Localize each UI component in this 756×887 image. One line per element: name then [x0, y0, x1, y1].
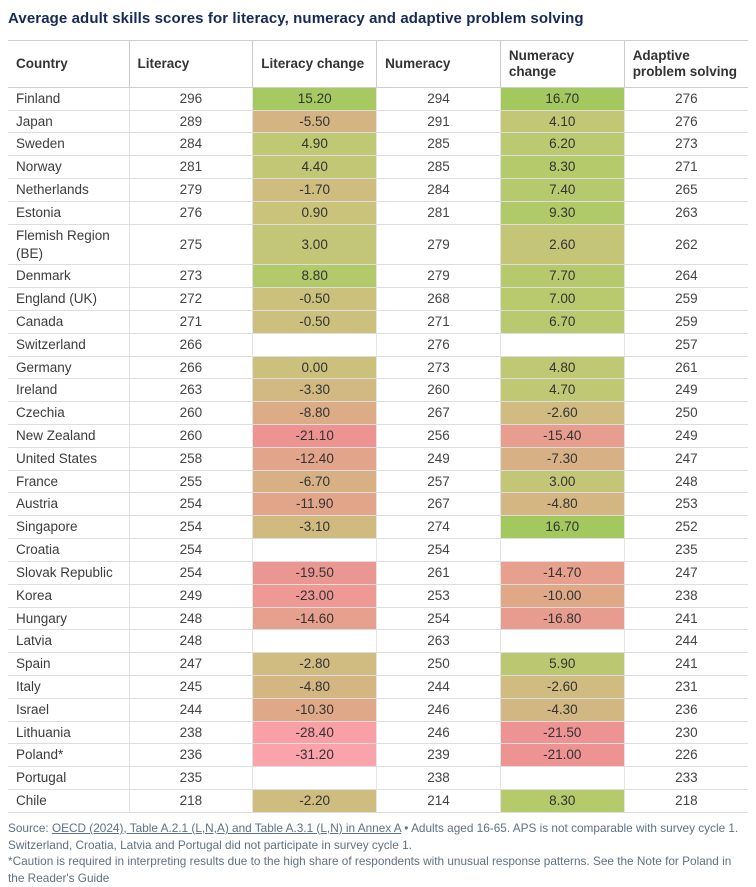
country-cell: Norway	[8, 156, 129, 179]
literacy-change-cell: -23.00	[253, 584, 377, 607]
literacy-cell: 263	[129, 379, 253, 402]
numeracy-cell: 274	[377, 516, 501, 539]
numeracy-cell: 244	[377, 675, 501, 698]
table-row	[8, 201, 748, 224]
literacy-change-cell: -11.90	[253, 493, 377, 516]
literacy-cell: 254	[129, 561, 253, 584]
numeracy-change-cell: 7.70	[500, 265, 624, 288]
literacy-cell: 235	[129, 767, 253, 790]
aps-cell: 231	[624, 675, 748, 698]
table-row	[8, 265, 748, 288]
numeracy-cell: 284	[377, 179, 501, 202]
literacy-change-cell	[253, 539, 377, 562]
country-cell: Spain	[8, 653, 129, 676]
country-cell: Chile	[8, 790, 129, 813]
country-cell: Canada	[8, 310, 129, 333]
literacy-cell: 275	[129, 224, 253, 265]
numeracy-cell: 271	[377, 310, 501, 333]
literacy-change-cell: -4.80	[253, 675, 377, 698]
numeracy-change-cell: 5.90	[500, 653, 624, 676]
numeracy-change-cell: -2.60	[500, 402, 624, 425]
literacy-cell: 266	[129, 356, 253, 379]
numeracy-cell: 263	[377, 630, 501, 653]
table-row	[8, 156, 748, 179]
aps-cell: 263	[624, 201, 748, 224]
aps-cell: 238	[624, 584, 748, 607]
aps-cell: 264	[624, 265, 748, 288]
literacy-change-cell: -2.20	[253, 790, 377, 813]
numeracy-cell: 268	[377, 288, 501, 311]
table-row	[8, 516, 748, 539]
literacy-change-cell: -12.40	[253, 447, 377, 470]
numeracy-cell: 267	[377, 493, 501, 516]
literacy-cell: 238	[129, 721, 253, 744]
aps-cell: 253	[624, 493, 748, 516]
literacy-change-cell: 15.20	[253, 87, 377, 110]
literacy-change-cell: 3.00	[253, 224, 377, 265]
aps-cell: 276	[624, 87, 748, 110]
country-cell: Czechia	[8, 402, 129, 425]
table-body	[8, 87, 748, 812]
country-cell: Portugal	[8, 767, 129, 790]
country-cell: Latvia	[8, 630, 129, 653]
table-row	[8, 767, 748, 790]
aps-cell: 248	[624, 470, 748, 493]
table-row	[8, 87, 748, 110]
table-row	[8, 675, 748, 698]
numeracy-change-cell: 6.70	[500, 310, 624, 333]
literacy-change-cell: -1.70	[253, 179, 377, 202]
literacy-change-cell: -14.60	[253, 607, 377, 630]
table-row	[8, 493, 748, 516]
country-cell: Switzerland	[8, 333, 129, 356]
table-row	[8, 744, 748, 767]
table-row	[8, 310, 748, 333]
table-row	[8, 402, 748, 425]
column-header-literacy: Literacy	[129, 41, 253, 88]
literacy-cell: 272	[129, 288, 253, 311]
literacy-change-cell	[253, 767, 377, 790]
numeracy-change-cell: 6.20	[500, 133, 624, 156]
country-cell: Hungary	[8, 607, 129, 630]
column-header-country: Country	[8, 41, 129, 88]
literacy-cell: 258	[129, 447, 253, 470]
table-row	[8, 224, 748, 265]
country-cell: United States	[8, 447, 129, 470]
numeracy-change-cell: 4.80	[500, 356, 624, 379]
numeracy-change-cell: -7.30	[500, 447, 624, 470]
numeracy-cell: 285	[377, 156, 501, 179]
literacy-change-cell: 8.80	[253, 265, 377, 288]
numeracy-cell: 260	[377, 379, 501, 402]
country-cell: Sweden	[8, 133, 129, 156]
numeracy-change-cell: 4.70	[500, 379, 624, 402]
numeracy-cell: 257	[377, 470, 501, 493]
aps-cell: 249	[624, 425, 748, 448]
table-row	[8, 470, 748, 493]
aps-cell: 230	[624, 721, 748, 744]
literacy-cell: 248	[129, 607, 253, 630]
numeracy-change-cell: -2.60	[500, 675, 624, 698]
source-link[interactable]: OECD (2024), Table A.2.1 (L,N,A) and Table A.3.1 (L,N) in Annex A	[51, 820, 402, 835]
source-rest: • Adults aged 16-65. APS is not comparable with survey cycle 1. Switzerland, Croatia, Latvia and Portugal did not participate in survey cycle 1.	[8, 820, 739, 852]
numeracy-cell: 291	[377, 110, 501, 133]
aps-cell: 241	[624, 607, 748, 630]
table-row	[8, 584, 748, 607]
literacy-cell: 249	[129, 584, 253, 607]
numeracy-change-cell: 7.40	[500, 179, 624, 202]
literacy-cell: 254	[129, 539, 253, 562]
aps-cell: 276	[624, 110, 748, 133]
aps-cell: 241	[624, 653, 748, 676]
source-note	[8, 820, 748, 854]
table-row	[8, 653, 748, 676]
aps-cell: 226	[624, 744, 748, 767]
numeracy-change-cell	[500, 767, 624, 790]
country-cell: France	[8, 470, 129, 493]
country-cell: England (UK)	[8, 288, 129, 311]
numeracy-change-cell: 7.00	[500, 288, 624, 311]
literacy-change-cell: -5.50	[253, 110, 377, 133]
literacy-change-cell: 0.00	[253, 356, 377, 379]
aps-cell: 235	[624, 539, 748, 562]
table-row	[8, 356, 748, 379]
column-header-adaptive-problem-solving: Adaptive problem solving	[624, 41, 748, 88]
aps-cell: 271	[624, 156, 748, 179]
literacy-change-cell: -19.50	[253, 561, 377, 584]
country-cell: Singapore	[8, 516, 129, 539]
aps-cell: 262	[624, 224, 748, 265]
numeracy-change-cell: -16.80	[500, 607, 624, 630]
header-row	[8, 41, 748, 88]
aps-cell: 250	[624, 402, 748, 425]
literacy-change-cell: -0.50	[253, 310, 377, 333]
numeracy-cell: 281	[377, 201, 501, 224]
literacy-change-cell: -10.30	[253, 698, 377, 721]
table-row	[8, 133, 748, 156]
aps-cell: 247	[624, 561, 748, 584]
numeracy-cell: 254	[377, 539, 501, 562]
aps-cell: 261	[624, 356, 748, 379]
literacy-change-cell: 4.40	[253, 156, 377, 179]
literacy-cell: 254	[129, 493, 253, 516]
country-cell: Netherlands	[8, 179, 129, 202]
numeracy-change-cell: 3.00	[500, 470, 624, 493]
literacy-cell: 248	[129, 630, 253, 653]
literacy-change-cell: -6.70	[253, 470, 377, 493]
literacy-cell: 266	[129, 333, 253, 356]
literacy-cell: 247	[129, 653, 253, 676]
numeracy-change-cell	[500, 333, 624, 356]
table-row	[8, 698, 748, 721]
numeracy-change-cell: 4.10	[500, 110, 624, 133]
numeracy-change-cell: -14.70	[500, 561, 624, 584]
table-row	[8, 607, 748, 630]
table-row	[8, 630, 748, 653]
numeracy-cell: 261	[377, 561, 501, 584]
numeracy-change-cell: 8.30	[500, 156, 624, 179]
country-cell: Austria	[8, 493, 129, 516]
country-cell: Flemish Region (BE)	[8, 224, 129, 265]
table-row	[8, 379, 748, 402]
footer-notes	[8, 820, 748, 887]
literacy-change-cell: -2.80	[253, 653, 377, 676]
caution-note: *Caution is required in interpreting results due to the high share of respondents with unusual response patterns. See the Note for Poland in the Reader's Guide	[8, 854, 732, 886]
literacy-cell: 254	[129, 516, 253, 539]
country-cell: Lithuania	[8, 721, 129, 744]
aps-cell: 247	[624, 447, 748, 470]
numeracy-cell: 249	[377, 447, 501, 470]
numeracy-change-cell: -4.30	[500, 698, 624, 721]
country-cell: Finland	[8, 87, 129, 110]
aps-cell: 265	[624, 179, 748, 202]
numeracy-cell: 246	[377, 721, 501, 744]
numeracy-change-cell: 2.60	[500, 224, 624, 265]
numeracy-change-cell: 16.70	[500, 87, 624, 110]
country-cell: Ireland	[8, 379, 129, 402]
country-cell: Israel	[8, 698, 129, 721]
aps-cell: 218	[624, 790, 748, 813]
literacy-change-cell: -8.80	[253, 402, 377, 425]
literacy-change-cell: -3.10	[253, 516, 377, 539]
table-row	[8, 721, 748, 744]
literacy-cell: 284	[129, 133, 253, 156]
numeracy-change-cell: -21.50	[500, 721, 624, 744]
literacy-cell: 296	[129, 87, 253, 110]
country-cell: Denmark	[8, 265, 129, 288]
numeracy-change-cell: -4.80	[500, 493, 624, 516]
literacy-cell: 236	[129, 744, 253, 767]
aps-cell: 252	[624, 516, 748, 539]
literacy-change-cell	[253, 333, 377, 356]
numeracy-cell: 239	[377, 744, 501, 767]
numeracy-cell: 214	[377, 790, 501, 813]
country-cell: Poland*	[8, 744, 129, 767]
table-row	[8, 288, 748, 311]
numeracy-change-cell	[500, 630, 624, 653]
literacy-cell: 273	[129, 265, 253, 288]
country-cell: Germany	[8, 356, 129, 379]
numeracy-change-cell	[500, 539, 624, 562]
literacy-cell: 271	[129, 310, 253, 333]
literacy-change-cell: 0.90	[253, 201, 377, 224]
page-title: Average adult skills scores for literacy, numeracy and adaptive problem solving	[8, 10, 584, 27]
numeracy-change-cell: 16.70	[500, 516, 624, 539]
numeracy-cell: 246	[377, 698, 501, 721]
table-row	[8, 110, 748, 133]
table-header	[8, 41, 748, 88]
country-cell: Korea	[8, 584, 129, 607]
literacy-change-cell: -3.30	[253, 379, 377, 402]
table-row	[8, 790, 748, 813]
column-header-numeracy-change: Numeracy change	[500, 41, 624, 88]
literacy-change-cell	[253, 630, 377, 653]
numeracy-cell: 253	[377, 584, 501, 607]
numeracy-cell: 256	[377, 425, 501, 448]
table-row	[8, 179, 748, 202]
literacy-change-cell: -21.10	[253, 425, 377, 448]
literacy-cell: 218	[129, 790, 253, 813]
numeracy-change-cell: 9.30	[500, 201, 624, 224]
country-cell: Japan	[8, 110, 129, 133]
literacy-cell: 279	[129, 179, 253, 202]
aps-cell: 259	[624, 310, 748, 333]
numeracy-cell: 279	[377, 265, 501, 288]
literacy-change-cell: 4.90	[253, 133, 377, 156]
table-row	[8, 425, 748, 448]
numeracy-change-cell: 8.30	[500, 790, 624, 813]
skills-table	[8, 40, 748, 813]
table-row	[8, 539, 748, 562]
numeracy-cell: 285	[377, 133, 501, 156]
source-prefix: Source:	[8, 820, 52, 835]
table-row	[8, 333, 748, 356]
aps-cell: 244	[624, 630, 748, 653]
country-cell: Slovak Republic	[8, 561, 129, 584]
column-header-literacy-change: Literacy change	[253, 41, 377, 88]
numeracy-cell: 250	[377, 653, 501, 676]
literacy-cell: 276	[129, 201, 253, 224]
table-row	[8, 447, 748, 470]
table-row	[8, 561, 748, 584]
literacy-cell: 244	[129, 698, 253, 721]
country-cell: Estonia	[8, 201, 129, 224]
literacy-cell: 245	[129, 675, 253, 698]
literacy-change-cell: -0.50	[253, 288, 377, 311]
numeracy-cell: 276	[377, 333, 501, 356]
numeracy-cell: 254	[377, 607, 501, 630]
numeracy-cell: 238	[377, 767, 501, 790]
literacy-cell: 260	[129, 425, 253, 448]
country-cell: Croatia	[8, 539, 129, 562]
numeracy-change-cell: -15.40	[500, 425, 624, 448]
aps-cell: 236	[624, 698, 748, 721]
column-header-numeracy: Numeracy	[377, 41, 501, 88]
aps-cell: 259	[624, 288, 748, 311]
aps-cell: 273	[624, 133, 748, 156]
aps-cell: 233	[624, 767, 748, 790]
aps-cell: 257	[624, 333, 748, 356]
numeracy-cell: 273	[377, 356, 501, 379]
literacy-change-cell: -28.40	[253, 721, 377, 744]
numeracy-cell: 267	[377, 402, 501, 425]
literacy-cell: 255	[129, 470, 253, 493]
aps-cell: 249	[624, 379, 748, 402]
numeracy-cell: 294	[377, 87, 501, 110]
numeracy-cell: 279	[377, 224, 501, 265]
literacy-change-cell: -31.20	[253, 744, 377, 767]
country-cell: New Zealand	[8, 425, 129, 448]
literacy-cell: 289	[129, 110, 253, 133]
numeracy-change-cell: -10.00	[500, 584, 624, 607]
numeracy-change-cell: -21.00	[500, 744, 624, 767]
literacy-cell: 260	[129, 402, 253, 425]
country-cell: Italy	[8, 675, 129, 698]
literacy-cell: 281	[129, 156, 253, 179]
